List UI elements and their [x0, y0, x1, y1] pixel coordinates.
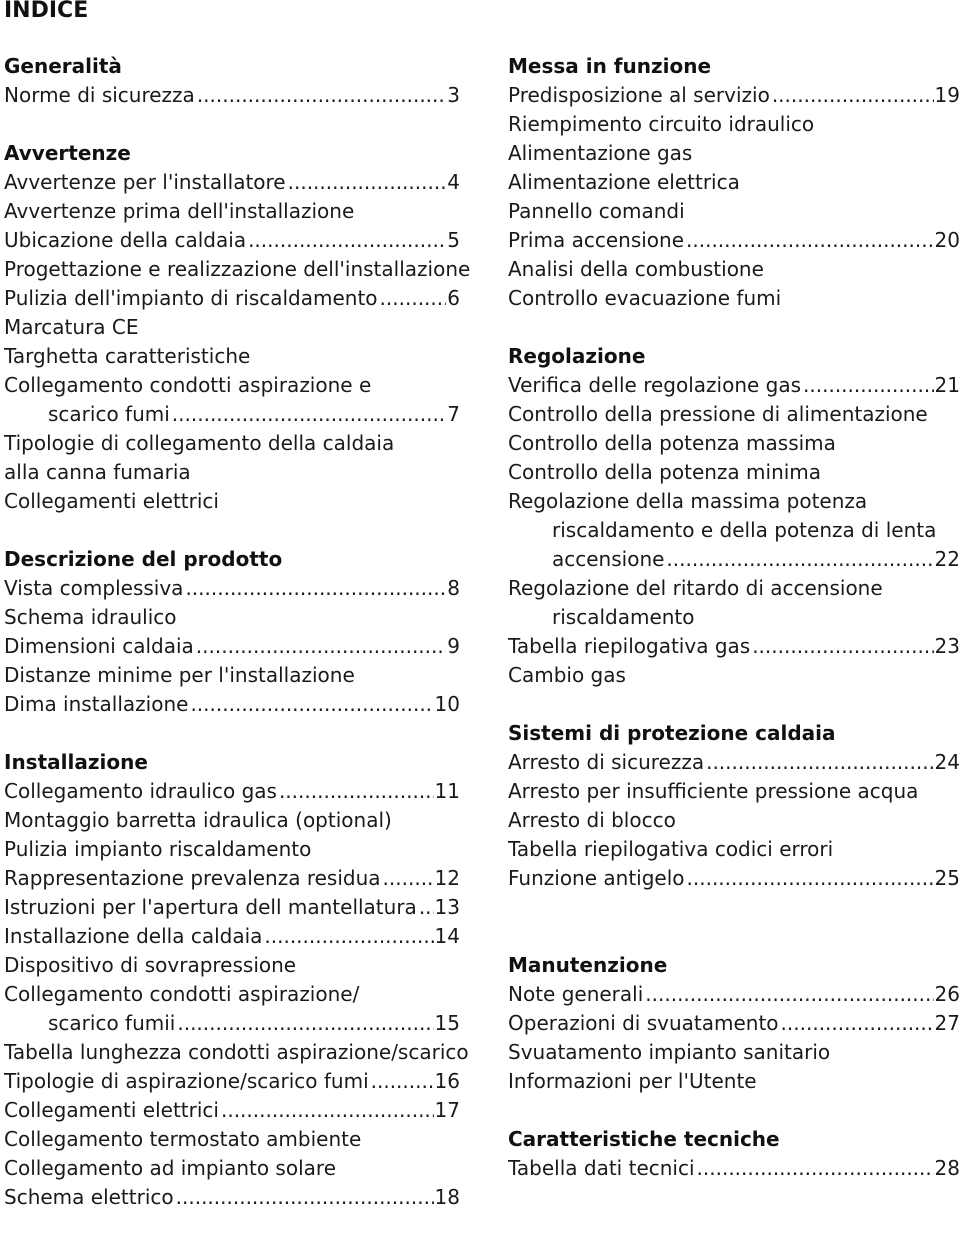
toc-entry: [4, 835, 474, 864]
entry-title: Cambio gas: [508, 663, 626, 687]
entry-title: Collegamento idraulico gas: [4, 779, 277, 803]
entry-title: Arresto di blocco: [508, 808, 676, 832]
section-heading: Caratteristiche tecniche: [508, 1127, 780, 1151]
dot-leader: [380, 284, 447, 313]
entry-title: Ubicazione della caldaia: [4, 228, 247, 252]
toc-section: [508, 342, 960, 690]
entry-title: Arresto per insufficiente pressione acqua: [508, 779, 919, 803]
toc-entry: [4, 864, 474, 893]
toc-entry: [508, 1067, 960, 1096]
dot-leader: [687, 864, 934, 893]
entry-title: Svuatamento impianto sanitario: [508, 1040, 831, 1064]
toc-entry: [508, 81, 960, 110]
dot-leader: [288, 168, 447, 197]
page-number: 6: [447, 286, 460, 310]
entry-title: Collegamento condotti aspirazione/: [4, 982, 360, 1006]
toc-entry: [4, 429, 474, 458]
entry-title: Distanze minime per l'installazione: [4, 663, 355, 687]
dot-leader: [371, 1067, 434, 1096]
entry-title: Istruzioni per l'apertura dell mantellatura: [4, 895, 417, 919]
entry-title: Norme di sicurezza: [4, 83, 195, 107]
entry-title: Schema elettrico: [4, 1185, 174, 1209]
toc-entry: [508, 1154, 960, 1183]
entry-title: Marcatura CE: [4, 315, 139, 339]
page-number: 5: [447, 228, 460, 252]
page-number: 25: [934, 866, 960, 890]
toc-entry: [4, 893, 474, 922]
toc-spacer: [508, 893, 960, 922]
toc-entry: [508, 458, 960, 487]
dot-leader: [781, 1009, 934, 1038]
entry-title: Operazioni di svuatamento: [508, 1011, 779, 1035]
dot-leader: [772, 81, 934, 110]
entry-title: Targhetta caratteristiche: [4, 344, 251, 368]
toc-entry: [4, 922, 474, 951]
toc-entry: [508, 806, 960, 835]
toc-entry: [4, 458, 474, 487]
toc-entry: [508, 748, 960, 777]
toc-entry: [4, 632, 474, 661]
entry-title: Montaggio barretta idraulica (optional): [4, 808, 392, 832]
section-heading: Manutenzione: [508, 953, 668, 977]
toc-entry: [508, 777, 960, 806]
toc-entry: [508, 429, 960, 458]
toc-entry: [4, 1038, 474, 1067]
toc-entry: [508, 661, 960, 690]
toc-entry: [4, 690, 474, 719]
entry-title: Dimensioni caldaia: [4, 634, 194, 658]
toc-section: [508, 951, 960, 1096]
toc-entry: [508, 516, 960, 545]
page-number: 14: [434, 924, 460, 948]
toc-entry: [508, 545, 960, 574]
entry-title: Pannello comandi: [508, 199, 685, 223]
page-number: 20: [934, 228, 960, 252]
dot-leader: [177, 1009, 433, 1038]
entry-title: Informazioni per l'Utente: [508, 1069, 757, 1093]
page-number: 19: [934, 83, 960, 107]
page-number: 7: [447, 402, 460, 426]
page-number: 28: [934, 1156, 960, 1180]
dot-leader: [383, 864, 434, 893]
section-heading: Sistemi di protezione caldaia: [508, 721, 836, 745]
entry-title: Controllo della potenza minima: [508, 460, 822, 484]
dot-leader: [686, 226, 934, 255]
toc-entry: [4, 777, 474, 806]
page-title: INDICE: [4, 0, 89, 23]
toc-entry: [4, 1125, 474, 1154]
toc-entry: [4, 487, 474, 516]
toc-entry: [4, 980, 474, 1009]
page-number: 21: [934, 373, 960, 397]
toc-entry: [4, 168, 474, 197]
toc-entry: [508, 603, 960, 632]
page-number: 10: [434, 692, 460, 716]
entry-title: Installazione della caldaia: [4, 924, 263, 948]
toc-entry: [508, 110, 960, 139]
dot-leader: [185, 574, 446, 603]
page-number: 16: [434, 1069, 460, 1093]
dot-leader: [645, 980, 933, 1009]
page-number: 24: [934, 750, 960, 774]
section-heading: Messa in funzione: [508, 54, 712, 78]
toc-entry: [508, 835, 960, 864]
toc-section: [4, 52, 474, 110]
entry-title: Tabella riepilogativa gas: [508, 634, 751, 658]
entry-title: Alimentazione elettrica: [508, 170, 740, 194]
entry-title: Collegamento termostato ambiente: [4, 1127, 362, 1151]
entry-title: Analisi della combustione: [508, 257, 764, 281]
entry-title: scarico fumii: [48, 1011, 176, 1035]
entry-title: alla canna fumaria: [4, 460, 191, 484]
entry-title: Prima accensione: [508, 228, 685, 252]
toc-entry: [508, 371, 960, 400]
toc-entry: [508, 168, 960, 197]
entry-title: Rappresentazione prevalenza residua: [4, 866, 381, 890]
toc-section: [4, 748, 474, 1212]
entry-title: Pulizia impianto riscaldamento: [4, 837, 312, 861]
toc-entry: [4, 255, 474, 284]
toc-entry: [508, 284, 960, 313]
toc-section: [508, 52, 960, 313]
toc-entry: [508, 400, 960, 429]
page-number: 27: [934, 1011, 960, 1035]
toc-entry: [4, 574, 474, 603]
toc-entry: [4, 1096, 474, 1125]
entry-title: Controllo evacuazione fumi: [508, 286, 782, 310]
dot-leader: [248, 226, 446, 255]
toc-entry: [4, 371, 474, 400]
entry-title: Dispositivo di sovrapressione: [4, 953, 297, 977]
dot-leader: [666, 545, 933, 574]
page-number: 23: [934, 634, 960, 658]
page-number: 22: [934, 547, 960, 571]
entry-title: Riempimento circuito idraulico: [508, 112, 815, 136]
toc-section: [508, 1125, 960, 1183]
entry-title: scarico fumi: [48, 402, 170, 426]
dot-leader: [697, 1154, 934, 1183]
entry-title: accensione: [552, 547, 665, 571]
toc-entry: [508, 980, 960, 1009]
entry-title: Progettazione e realizzazione dell'installazione: [4, 257, 471, 281]
entry-title: riscaldamento e della potenza di lenta: [552, 518, 937, 542]
section-heading: Installazione: [4, 750, 148, 774]
page-number: 9: [447, 634, 460, 658]
page-number: 8: [447, 576, 460, 600]
entry-title: Collegamenti elettrici: [4, 1098, 219, 1122]
dot-leader: [706, 748, 933, 777]
toc-entry: [4, 284, 474, 313]
toc-entry: [508, 226, 960, 255]
dot-leader: [221, 1096, 434, 1125]
page-number: 18: [434, 1185, 460, 1209]
dot-leader: [264, 922, 433, 951]
toc-entry: [4, 400, 474, 429]
toc-entry: [4, 951, 474, 980]
toc-entry: [4, 81, 474, 110]
entry-title: Alimentazione gas: [508, 141, 693, 165]
dot-leader: [803, 371, 934, 400]
toc-entry: [4, 603, 474, 632]
dot-leader: [752, 632, 933, 661]
entry-title: Tipologie di collegamento della caldaia: [4, 431, 395, 455]
entry-title: Schema idraulico: [4, 605, 177, 629]
entry-title: Verifica delle regolazione gas: [508, 373, 802, 397]
toc-entry: [4, 1154, 474, 1183]
section-heading: Descrizione del prodotto: [4, 547, 283, 571]
page-number: 12: [434, 866, 460, 890]
entry-title: Vista complessiva: [4, 576, 184, 600]
section-heading: Regolazione: [508, 344, 646, 368]
page-number: 17: [434, 1098, 460, 1122]
toc-entry: [4, 1067, 474, 1096]
entry-title: Arresto di sicurezza: [508, 750, 705, 774]
dot-leader: [279, 777, 434, 806]
entry-title: Controllo della pressione di alimentazione: [508, 402, 928, 426]
dot-leader: [419, 893, 434, 922]
entry-title: Note generali: [508, 982, 644, 1006]
page-number: 26: [934, 982, 960, 1006]
entry-title: Tipologie di aspirazione/scarico fumi: [4, 1069, 369, 1093]
toc-entry: [508, 139, 960, 168]
toc-entry: [4, 661, 474, 690]
dot-leader: [197, 81, 446, 110]
toc-entry: [4, 806, 474, 835]
entry-title: Tabella dati tecnici: [508, 1156, 695, 1180]
entry-title: Avvertenze prima dell'installazione: [4, 199, 355, 223]
toc-left-column: [4, 52, 474, 1241]
entry-title: Dima installazione: [4, 692, 189, 716]
dot-leader: [172, 400, 446, 429]
toc-entry: [4, 1009, 474, 1038]
toc-entry: [4, 226, 474, 255]
page-number: 3: [447, 83, 460, 107]
page-number: 13: [434, 895, 460, 919]
entry-title: riscaldamento: [552, 605, 695, 629]
entry-title: Collegamento ad impianto solare: [4, 1156, 336, 1180]
entry-title: Funzione antigelo: [508, 866, 685, 890]
toc-entry: [508, 1038, 960, 1067]
section-heading: Generalità: [4, 54, 122, 78]
entry-title: Regolazione della massima potenza: [508, 489, 868, 513]
dot-leader: [196, 632, 446, 661]
toc-entry: [4, 197, 474, 226]
entry-title: Tabella lunghezza condotti aspirazione/scarico: [4, 1040, 469, 1064]
entry-title: Collegamenti elettrici: [4, 489, 219, 513]
toc-entry: [508, 864, 960, 893]
toc-entry: [508, 487, 960, 516]
page-number: 11: [434, 779, 460, 803]
toc-section: [4, 139, 474, 516]
toc-entry: [508, 632, 960, 661]
entry-title: Tabella riepilogativa codici errori: [508, 837, 834, 861]
entry-title: Controllo della potenza massima: [508, 431, 836, 455]
toc-right-column: [508, 52, 960, 1212]
entry-title: Pulizia dell'impianto di riscaldamento: [4, 286, 378, 310]
toc-section: [508, 719, 960, 922]
toc-section: [4, 545, 474, 719]
toc-entry: [4, 342, 474, 371]
section-heading: Avvertenze: [4, 141, 131, 165]
page-number: 15: [434, 1011, 460, 1035]
toc-entry: [4, 313, 474, 342]
entry-title: Collegamento condotti aspirazione e: [4, 373, 372, 397]
page-number: 4: [447, 170, 460, 194]
toc-entry: [508, 1009, 960, 1038]
toc-entry: [508, 197, 960, 226]
entry-title: Regolazione del ritardo di accensione: [508, 576, 883, 600]
toc-entry: [508, 574, 960, 603]
entry-title: Avvertenze per l'installatore: [4, 170, 286, 194]
dot-leader: [190, 690, 433, 719]
toc-entry: [508, 255, 960, 284]
entry-title: Predisposizione al servizio: [508, 83, 770, 107]
